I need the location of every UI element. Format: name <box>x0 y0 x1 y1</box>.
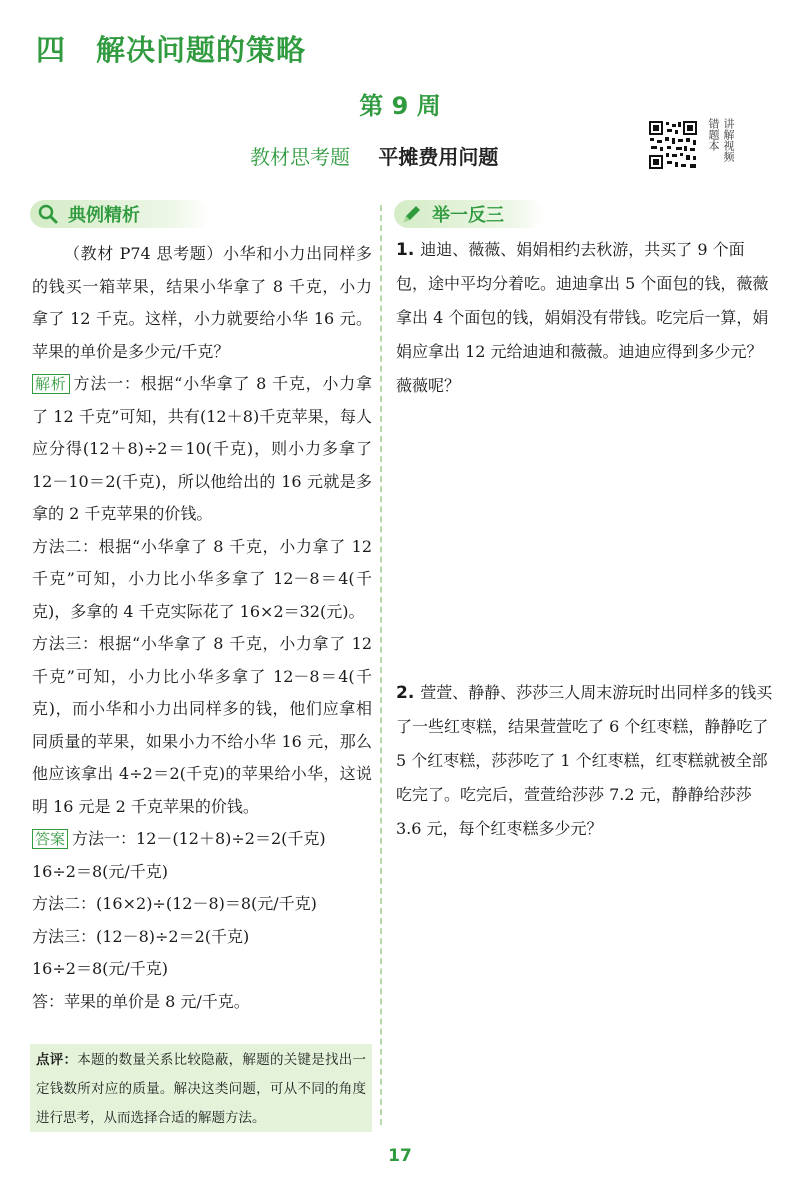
example-section-title: 典例精析 <box>68 205 140 226</box>
method-two: 方法二：根据“小华拿了 8 千克，小力拿了 12 千克”可知，小力比小华多拿了 12－8＝4(千克)，多拿的 4 千克实际花了 16×2＝32(元)。 <box>32 536 372 621</box>
problem-text: 萱萱、静静、莎莎三人周末游玩时出同样多的钱买了一些红枣糕，结果萱萱吃了 6 个红枣糕，静静吃了 5 个红枣糕，莎莎吃了 1 个红枣糕，红枣糕就被全部吃完了。吃完后，萱萱给莎莎 7.2 元，静静给莎莎 3.6 元，每个红枣糕多少元？ <box>396 683 773 838</box>
problem-number: 1. <box>396 240 415 260</box>
answer-tag: 答案 <box>32 829 68 849</box>
week-title: 第 9 周 <box>359 92 441 120</box>
answer-line-1: 方法一：12－(12＋8)÷2＝2(千克) <box>72 829 326 848</box>
example-section-header <box>30 200 210 228</box>
qr-label-mistakes: 错题本 <box>707 118 720 151</box>
page-number: 17 <box>388 1146 412 1166</box>
practice-problem-2 <box>396 676 776 846</box>
method-one <box>32 368 372 531</box>
topic-name: 平摊费用问题 <box>378 145 499 169</box>
method-one-text: 方法一：根据“小华拿了 8 千克，小力拿了 12 千克”可知，共有(12＋8)千克苹果，每人应分得(12＋8)÷2＝10(千克)，则小力多拿了 12－10＝2(千克)，所以他给出的 16 元就是多拿的 2 千克苹果的价钱。 <box>32 374 372 523</box>
problem-number: 2. <box>396 683 415 703</box>
practice-section-header <box>394 200 544 228</box>
example-content <box>32 238 372 1018</box>
example-problem: （教材 P74 思考题）小华和小力出同样多的钱买一箱苹果，结果小华拿了 8 千克，小力拿了 12 千克。这样，小力就要给小华 16 元。苹果的单价是多少元/千克？ <box>32 244 372 361</box>
answer-line-2: 16÷2＝8(元/千克) <box>32 861 169 881</box>
comment-label: 点评： <box>36 1052 78 1068</box>
topic-category: 教材思考题 <box>250 145 350 169</box>
qr-label-video: 讲解视频 <box>722 118 735 162</box>
method-three: 方法三：根据“小华拿了 8 千克，小力拿了 12 千克”可知，小力比小华多拿了 12－8＝4(千克)，而小华和小力出同样多的钱，他们应拿相同质量的苹果，如果小力不给小华 16 元，那么他应该拿出 4÷2＝2(千克)的苹果给小华，这说明 16 元是 2 千克苹果的价钱。 <box>32 634 372 816</box>
chapter-title: 四 解决问题的策略 <box>36 33 307 67</box>
answer-line-4: 方法三：(12－8)÷2＝2(千克) <box>32 926 250 946</box>
comment-box <box>30 1044 372 1132</box>
answer-line <box>32 823 372 856</box>
problem-text: 迪迪、薇薇、娟娟相约去秋游，共买了 9 个面包，途中平均分着吃。迪迪拿出 5 个面包的钱，薇薇拿出 4 个面包的钱，娟娟没有带钱。吃完后一算，娟娟应拿出 12 元给迪迪和薇薇。迪迪应得到多少元？薇薇呢？ <box>396 240 769 395</box>
practice-problem-1 <box>396 233 776 403</box>
magnifier-icon <box>36 202 60 226</box>
qr-code-icon[interactable] <box>648 120 698 170</box>
analysis-tag: 解析 <box>32 374 70 394</box>
comment-text: 本题的数量关系比较隐蔽，解题的关键是找出一定钱数所对应的质量。解决这类问题，可从不同的角度进行思考，从而选择合适的解题方法。 <box>36 1052 367 1126</box>
topic-line <box>250 141 498 170</box>
pencil-icon <box>400 202 424 226</box>
column-divider <box>380 205 382 1125</box>
answer-line-5: 16÷2＝8(元/千克) <box>32 959 169 978</box>
answer-line-3: 方法二：(16×2)÷(12－8)＝8(元/千克) <box>32 894 317 913</box>
practice-section-title: 举一反三 <box>432 205 504 226</box>
qr-label <box>703 118 735 174</box>
answer-line-6: 答：苹果的单价是 8 元/千克。 <box>32 991 250 1011</box>
